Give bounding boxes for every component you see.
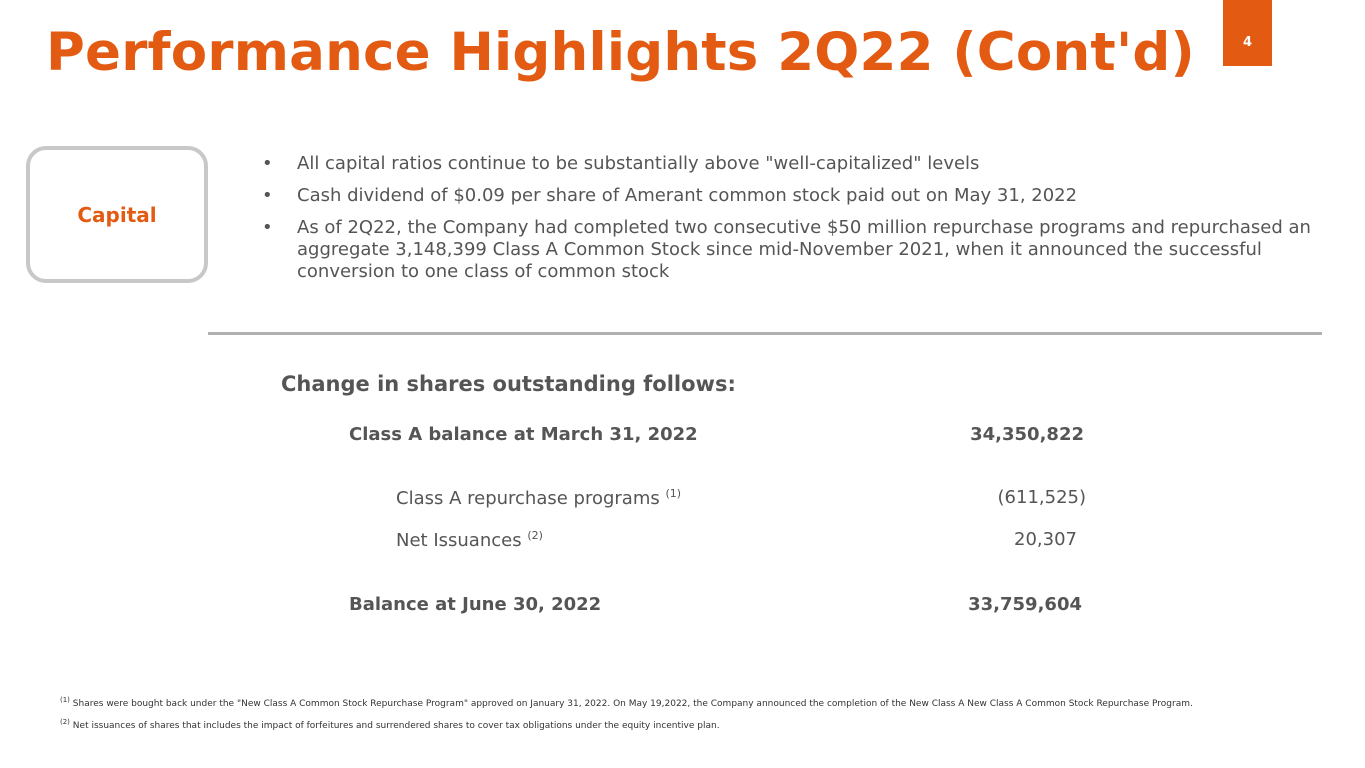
row-label-text: Net Issuances <box>396 530 522 551</box>
table-heading: Change in shares outstanding follows: <box>281 372 736 396</box>
bullet-item <box>262 217 1362 283</box>
bullet-item <box>262 153 1362 175</box>
footnote-marker: (2) <box>60 718 70 726</box>
footnote-text: Net issuances of shares that includes the impact of forfeitures and surrendered shares to cover tax obligations under the equity incentive plan. <box>72 721 720 731</box>
bullet-text: All capital ratios continue to be substantially above "well-capitalized" levels <box>297 153 980 174</box>
footnote-2 <box>60 718 720 731</box>
footnote-text: Shares were bought back under the "New Class A Common Stock Repurchase Program" approved on January 31, 2022. On May 19,2022, the Company announced the completion of the New Class A New Class A Common Stock Repurchase Program. <box>72 699 1193 709</box>
bullet-list <box>262 153 1362 293</box>
row-label-text: Class A repurchase programs <box>396 488 660 509</box>
row-value-march-balance: 34,350,822 <box>970 424 1084 445</box>
row-label-repurchase <box>396 487 681 509</box>
footnote-1 <box>60 696 1193 709</box>
footnote-marker: (2) <box>527 529 543 542</box>
row-label-march-balance <box>349 424 698 445</box>
bullet-icon: • <box>262 217 273 238</box>
bullet-item <box>262 185 1362 207</box>
row-value-repurchase: (611,525) <box>997 487 1086 508</box>
section-box <box>26 146 208 283</box>
bullet-text: As of 2Q22, the Company had completed two consecutive $50 million repurchase programs and repurchased an aggregate 3,148,399 Class A Common Stock since mid-November 2021, when it announced the successful conversion to one class of common stock <box>297 217 1311 282</box>
section-divider <box>208 332 1322 335</box>
bullet-text: Cash dividend of $0.09 per share of Amerant common stock paid out on May 31, 2022 <box>297 185 1078 206</box>
row-label-text: Class A balance at March 31, 2022 <box>349 424 698 445</box>
row-value-net-issuances: 20,307 <box>1014 529 1077 550</box>
row-value-june-balance: 33,759,604 <box>968 594 1082 615</box>
row-label-text: Balance at June 30, 2022 <box>349 594 602 615</box>
bullet-icon: • <box>262 185 273 206</box>
bullet-icon: • <box>262 153 273 174</box>
section-label: Capital <box>77 202 157 227</box>
footnote-marker: (1) <box>60 696 70 704</box>
page-number: 4 <box>1223 0 1272 66</box>
footnote-marker: (1) <box>665 487 682 500</box>
page-title: Performance Highlights 2Q22 (Cont'd) <box>46 22 1195 83</box>
row-label-net-issuances <box>396 529 543 551</box>
row-label-june-balance <box>349 594 601 615</box>
